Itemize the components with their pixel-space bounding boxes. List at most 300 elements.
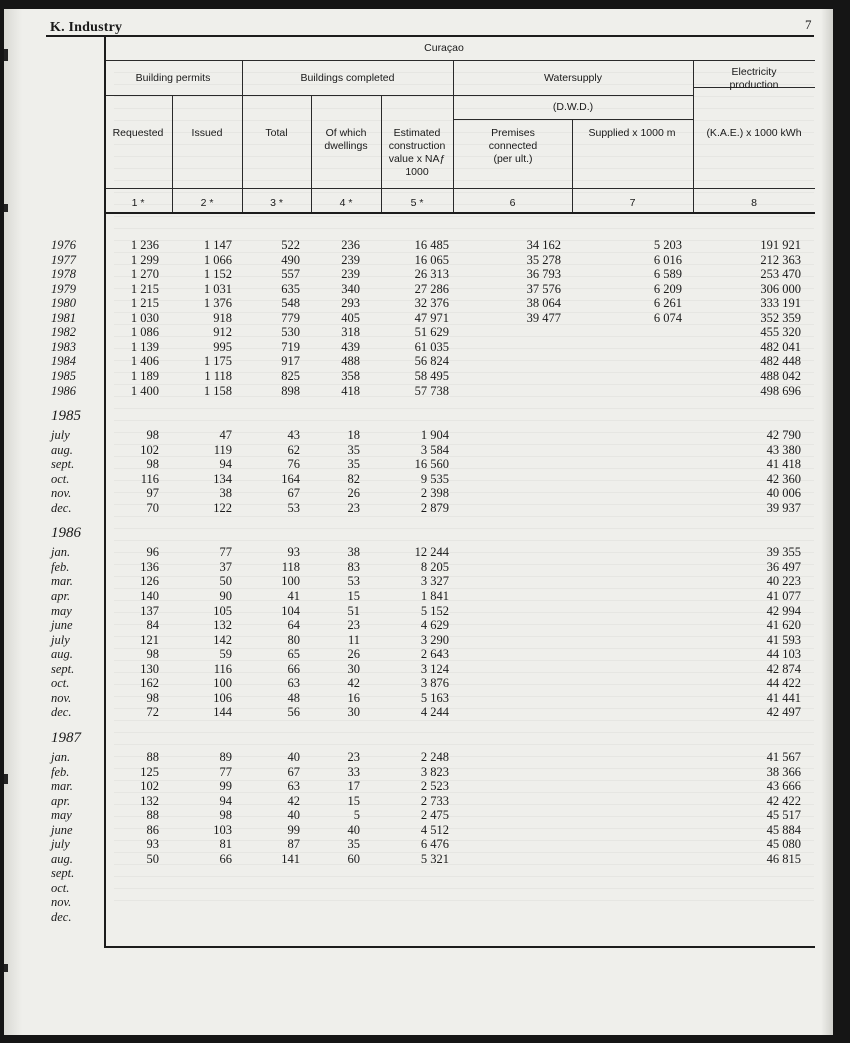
table-cell: 1 406 bbox=[130, 354, 159, 369]
table-cell: 4 244 bbox=[420, 705, 449, 720]
table-cell: 522 bbox=[281, 238, 300, 252]
row-label: may bbox=[51, 603, 72, 618]
table-cell: 41 593 bbox=[766, 632, 801, 647]
row-label: sept. bbox=[51, 457, 75, 472]
table-cell: 42 bbox=[287, 793, 300, 808]
table-cell: 2 398 bbox=[420, 486, 449, 501]
table-cell: 18 bbox=[347, 428, 360, 443]
table-cell: 16 bbox=[347, 690, 360, 705]
table-cell: 43 bbox=[287, 428, 300, 443]
column-number: 6 bbox=[509, 197, 516, 209]
table-cell: 57 738 bbox=[414, 383, 449, 398]
issued-header: Issued bbox=[191, 127, 223, 139]
col-sep bbox=[311, 95, 312, 212]
row-label: 1983 bbox=[51, 339, 76, 354]
table-cell: 23 bbox=[347, 618, 360, 633]
table-cell: 130 bbox=[140, 661, 159, 676]
table-cell: 1 189 bbox=[130, 368, 159, 383]
table-cell: 44 103 bbox=[766, 647, 801, 662]
table-cell: 38 366 bbox=[766, 764, 801, 779]
table-cell: 90 bbox=[219, 589, 232, 603]
table-cell: 76 bbox=[287, 457, 300, 472]
table-cell: 30 bbox=[347, 661, 360, 676]
page-number: 7 bbox=[805, 17, 812, 32]
table-cell: 77 bbox=[219, 764, 232, 779]
table-cell: 1 118 bbox=[204, 368, 232, 383]
table-cell: 87 bbox=[287, 837, 300, 852]
row-label: 1978 bbox=[51, 267, 76, 282]
table-cell: 1 066 bbox=[203, 252, 232, 267]
table-cell: 40 bbox=[287, 749, 300, 764]
table-cell: 98 bbox=[146, 647, 159, 662]
row-label: feb. bbox=[51, 764, 70, 779]
table-cell: 23 bbox=[347, 749, 360, 764]
table-cell: 5 321 bbox=[420, 851, 449, 866]
table-cell: 333 191 bbox=[760, 296, 801, 311]
table-cell: 42 360 bbox=[766, 471, 801, 486]
table-cell: 2 523 bbox=[420, 779, 449, 794]
table-cell: 38 064 bbox=[526, 296, 561, 311]
watersupply-header: Watersupply bbox=[544, 72, 602, 84]
row-label: aug. bbox=[51, 442, 73, 457]
table-cell: 53 bbox=[287, 500, 300, 515]
binding-mark bbox=[4, 964, 8, 972]
requested-header: Requested bbox=[112, 127, 164, 139]
table-cell: 66 bbox=[287, 661, 300, 676]
table-cell: 11 bbox=[347, 632, 360, 647]
table-cell: 53 bbox=[347, 574, 360, 589]
row-label: 1982 bbox=[51, 325, 76, 340]
table-cell: 1 086 bbox=[130, 325, 159, 340]
table-cell: 15 bbox=[347, 793, 360, 808]
total-header: Total bbox=[265, 127, 288, 139]
table-cell: 6 016 bbox=[653, 252, 682, 267]
table-cell: 47 bbox=[219, 428, 232, 443]
top-rule bbox=[46, 35, 814, 37]
column-number: 2 * bbox=[200, 197, 214, 209]
row-label: jan. bbox=[51, 545, 71, 560]
row-label: aug. bbox=[51, 851, 73, 866]
table-cell: 482 041 bbox=[760, 339, 801, 354]
row-label: aug. bbox=[51, 647, 73, 662]
table-cell: 94 bbox=[219, 793, 232, 808]
table-cell: 1 215 bbox=[130, 281, 159, 296]
year-group-label: 1987 bbox=[51, 729, 81, 746]
table-cell: 41 441 bbox=[766, 690, 801, 705]
table-cell: 1 158 bbox=[203, 383, 232, 398]
table-cell: 17 bbox=[347, 779, 360, 794]
table-cell: 136 bbox=[140, 559, 159, 574]
table-cell: 116 bbox=[140, 471, 159, 486]
table-cell: 1 904 bbox=[420, 428, 449, 443]
table-cell: 3 823 bbox=[420, 764, 449, 779]
table-cell: 41 bbox=[287, 589, 300, 603]
table-cell: 42 874 bbox=[766, 661, 801, 676]
table-cell: 530 bbox=[281, 325, 300, 340]
table-cell: 1 175 bbox=[203, 354, 232, 369]
row-label: 1977 bbox=[51, 252, 76, 267]
table-cell: 106 bbox=[213, 690, 232, 705]
table-cell: 212 363 bbox=[760, 252, 801, 267]
table-cell: 548 bbox=[281, 296, 300, 311]
table-cell: 67 bbox=[287, 764, 300, 779]
year-group-label: 1986 bbox=[51, 525, 81, 542]
row-label: dec. bbox=[51, 500, 72, 515]
table-cell: 39 477 bbox=[526, 310, 561, 325]
table-cell: 352 359 bbox=[760, 310, 801, 325]
table-cell: 98 bbox=[146, 457, 159, 472]
table-cell: 3 290 bbox=[420, 632, 449, 647]
table-cell: 164 bbox=[281, 471, 300, 486]
row-label: june bbox=[51, 822, 73, 837]
table-cell: 45 080 bbox=[766, 837, 801, 852]
row-label: dec. bbox=[51, 705, 72, 720]
table-cell: 42 497 bbox=[766, 705, 801, 720]
table-cell: 5 152 bbox=[420, 603, 449, 618]
table-cell: 1 236 bbox=[130, 238, 159, 252]
table-cell: 51 629 bbox=[414, 325, 449, 340]
table-cell: 40 223 bbox=[766, 574, 801, 589]
table-cell: 42 790 bbox=[766, 428, 801, 443]
table-cell: 26 bbox=[347, 486, 360, 501]
table-cell: 340 bbox=[341, 281, 360, 296]
table-cell: 488 bbox=[341, 354, 360, 369]
table-cell: 455 320 bbox=[760, 325, 801, 340]
column-number: 1 * bbox=[131, 197, 145, 209]
table-cell: 2 879 bbox=[420, 500, 449, 515]
binding-mark bbox=[4, 774, 8, 784]
table-cell: 83 bbox=[347, 559, 360, 574]
table-cell: 50 bbox=[146, 851, 159, 866]
table-cell: 27 286 bbox=[414, 281, 449, 296]
table-cell: 77 bbox=[219, 545, 232, 560]
row-label: july bbox=[51, 837, 70, 852]
row-label: nov. bbox=[51, 690, 72, 705]
table-cell: 490 bbox=[281, 252, 300, 267]
col-sep bbox=[172, 95, 173, 212]
table-cell: 61 035 bbox=[414, 339, 449, 354]
table-cell: 6 261 bbox=[653, 296, 682, 311]
table-cell: 50 bbox=[219, 574, 232, 589]
table-cell: 58 495 bbox=[414, 368, 449, 383]
table-cell: 100 bbox=[281, 574, 300, 589]
col-sep bbox=[693, 60, 694, 212]
table-cell: 103 bbox=[213, 822, 232, 837]
binding-mark bbox=[4, 204, 8, 212]
table-cell: 40 bbox=[347, 822, 360, 837]
row-label: apr. bbox=[51, 589, 71, 603]
table-cell: 40 bbox=[287, 808, 300, 823]
table-cell: 1 139 bbox=[130, 339, 159, 354]
table-cell: 2 248 bbox=[420, 749, 449, 764]
table-cell: 239 bbox=[341, 267, 360, 282]
row-label: 1986 bbox=[51, 383, 76, 398]
region-rule bbox=[104, 60, 815, 61]
table-cell: 116 bbox=[213, 661, 232, 676]
section-title: K. Industry bbox=[50, 20, 123, 35]
table-cell: 86 bbox=[146, 822, 159, 837]
table-cell: 38 bbox=[219, 486, 232, 501]
table-cell: 41 620 bbox=[766, 618, 801, 633]
table-cell: 32 376 bbox=[414, 296, 449, 311]
table-cell: 482 448 bbox=[760, 354, 801, 369]
table-cell: 37 bbox=[219, 559, 232, 574]
row-label: 1976 bbox=[51, 238, 76, 252]
electricity-header: Electricity production bbox=[729, 66, 779, 91]
table-cell: 66 bbox=[219, 851, 232, 866]
dwd-header: (D.W.D.) bbox=[552, 101, 594, 113]
table-cell: 26 bbox=[347, 647, 360, 662]
table-cell: 93 bbox=[287, 545, 300, 560]
table-cell: 37 576 bbox=[526, 281, 561, 296]
table-cell: 33 bbox=[347, 764, 360, 779]
buildings-completed-header: Buildings completed bbox=[300, 72, 395, 84]
table-cell: 98 bbox=[146, 428, 159, 443]
table-cell: 141 bbox=[281, 851, 300, 866]
table-cell: 1 270 bbox=[130, 267, 159, 282]
row-label: july bbox=[51, 428, 70, 443]
table-cell: 43 380 bbox=[766, 442, 801, 457]
row-label: jan. bbox=[51, 749, 71, 764]
row-label: 1980 bbox=[51, 296, 76, 311]
table-cell: 34 162 bbox=[526, 238, 561, 252]
table-cell: 41 418 bbox=[766, 457, 801, 472]
table-cell: 293 bbox=[341, 296, 360, 311]
table-cell: 635 bbox=[281, 281, 300, 296]
page-edge-shadow-left bbox=[4, 9, 22, 1035]
table-cell: 70 bbox=[146, 500, 159, 515]
table-cell: 557 bbox=[281, 267, 300, 282]
table-cell: 439 bbox=[341, 339, 360, 354]
table-cell: 40 006 bbox=[766, 486, 801, 501]
table-cell: 102 bbox=[140, 442, 159, 457]
column-number: 3 * bbox=[270, 197, 283, 209]
table-cell: 15 bbox=[347, 589, 360, 603]
label-column-rule bbox=[104, 35, 106, 947]
table-cell: 81 bbox=[219, 837, 232, 852]
premises-header: Premises connected (per ult.) bbox=[488, 127, 538, 165]
table-cell: 35 bbox=[347, 457, 360, 472]
table-cell: 3 584 bbox=[420, 442, 449, 457]
row-label: 1985 bbox=[51, 368, 76, 383]
table-cell: 72 bbox=[146, 705, 159, 720]
table-cell: 144 bbox=[213, 705, 232, 720]
table-cell: 1 376 bbox=[203, 296, 232, 311]
row-label: oct. bbox=[51, 880, 70, 895]
table-cell: 39 937 bbox=[766, 500, 801, 515]
table-cell: 142 bbox=[213, 632, 232, 647]
table-bottom-rule bbox=[104, 946, 815, 948]
table-cell: 43 666 bbox=[766, 779, 801, 794]
table-cell: 105 bbox=[213, 603, 232, 618]
table-cell: 912 bbox=[213, 325, 232, 340]
row-label: nov. bbox=[51, 486, 72, 501]
table-cell: 41 567 bbox=[766, 749, 801, 764]
table-cell: 42 422 bbox=[766, 793, 801, 808]
row-label: nov. bbox=[51, 895, 72, 910]
table-cell: 5 203 bbox=[653, 238, 682, 252]
table-cell: 6 589 bbox=[653, 267, 682, 282]
row-label: oct. bbox=[51, 471, 70, 486]
table-cell: 56 824 bbox=[414, 354, 449, 369]
table-cell: 358 bbox=[341, 368, 360, 383]
table-cell: 80 bbox=[287, 632, 300, 647]
table-cell: 36 793 bbox=[526, 267, 561, 282]
table-cell: 45 884 bbox=[766, 822, 801, 837]
table-cell: 121 bbox=[140, 632, 159, 647]
table-cell: 2 475 bbox=[420, 808, 449, 823]
table-cell: 132 bbox=[213, 618, 232, 633]
table-cell: 100 bbox=[213, 676, 232, 691]
row-label: july bbox=[51, 632, 70, 647]
table-cell: 59 bbox=[219, 647, 232, 662]
table-cell: 44 422 bbox=[766, 676, 801, 691]
binding-mark bbox=[4, 49, 8, 61]
table-cell: 48 bbox=[287, 690, 300, 705]
table-cell: 46 815 bbox=[766, 851, 801, 866]
table-cell: 1 147 bbox=[203, 238, 232, 252]
table-cell: 12 244 bbox=[414, 545, 449, 560]
row-label: 1984 bbox=[51, 354, 76, 369]
table-cell: 16 485 bbox=[414, 238, 449, 252]
table-cell: 38 bbox=[347, 545, 360, 560]
table-cell: 3 124 bbox=[420, 661, 449, 676]
table-cell: 16 560 bbox=[414, 457, 449, 472]
table-cell: 137 bbox=[140, 603, 159, 618]
row-label: apr. bbox=[51, 793, 71, 808]
table-cell: 84 bbox=[146, 618, 159, 633]
construction-value-header: Estimated construction value x NAƒ 1000 bbox=[388, 127, 446, 178]
row-label: sept. bbox=[51, 866, 75, 881]
document-page bbox=[4, 9, 833, 1035]
table-cell: 191 921 bbox=[760, 238, 801, 252]
table-cell: 63 bbox=[287, 676, 300, 691]
table-cell: 5 163 bbox=[420, 690, 449, 705]
table-cell: 96 bbox=[146, 545, 159, 560]
table-cell: 1 841 bbox=[420, 589, 449, 603]
table-cell: 62 bbox=[287, 442, 300, 457]
table-cell: 35 278 bbox=[526, 252, 561, 267]
electricity-unit-header: (K.A.E.) x 1000 kWh bbox=[706, 127, 802, 139]
row-label: 1979 bbox=[51, 281, 76, 296]
table-cell: 122 bbox=[213, 500, 232, 515]
table-cell: 45 517 bbox=[766, 808, 801, 823]
table-cell: 162 bbox=[140, 676, 159, 691]
table-cell: 1 152 bbox=[203, 267, 232, 282]
table-cell: 995 bbox=[213, 339, 232, 354]
table-cell: 918 bbox=[213, 310, 232, 325]
col-sep bbox=[381, 95, 382, 212]
year-group-label: 1985 bbox=[51, 408, 81, 425]
table-cell: 2 643 bbox=[420, 647, 449, 662]
table-cell: 898 bbox=[281, 383, 300, 398]
row-label: 1981 bbox=[51, 310, 76, 325]
table-cell: 418 bbox=[341, 383, 360, 398]
building-permits-header: Building permits bbox=[135, 72, 211, 84]
table-cell: 102 bbox=[140, 779, 159, 794]
table-cell: 67 bbox=[287, 486, 300, 501]
group-rule bbox=[104, 95, 693, 96]
table-cell: 99 bbox=[219, 779, 232, 794]
table-cell: 16 065 bbox=[414, 252, 449, 267]
page-edge-shadow-right bbox=[821, 9, 833, 1035]
row-label: june bbox=[51, 618, 73, 633]
table-cell: 65 bbox=[287, 647, 300, 662]
table-cell: 30 bbox=[347, 705, 360, 720]
table-cell: 35 bbox=[347, 442, 360, 457]
table-cell: 93 bbox=[146, 837, 159, 852]
table-cell: 5 bbox=[353, 808, 360, 823]
table-cell: 140 bbox=[140, 589, 159, 603]
table-cell: 64 bbox=[287, 618, 300, 633]
table-cell: 306 000 bbox=[760, 281, 801, 296]
table-cell: 9 535 bbox=[420, 471, 449, 486]
table-cell: 825 bbox=[281, 368, 300, 383]
row-label: mar. bbox=[51, 574, 73, 589]
table-cell: 488 042 bbox=[760, 368, 801, 383]
table-cell: 1 215 bbox=[130, 296, 159, 311]
table-cell: 63 bbox=[287, 779, 300, 794]
table-cell: 89 bbox=[219, 749, 232, 764]
table-cell: 26 313 bbox=[414, 267, 449, 282]
table-cell: 39 355 bbox=[766, 545, 801, 560]
dwd-rule bbox=[453, 119, 693, 120]
table-cell: 405 bbox=[341, 310, 360, 325]
table-cell: 917 bbox=[281, 354, 300, 369]
table-cell: 6 209 bbox=[653, 281, 682, 296]
table-cell: 125 bbox=[140, 764, 159, 779]
table-cell: 1 031 bbox=[203, 281, 232, 296]
table-cell: 36 497 bbox=[766, 559, 801, 574]
table-cell: 4 629 bbox=[420, 618, 449, 633]
table-cell: 118 bbox=[281, 559, 300, 574]
table-cell: 126 bbox=[140, 574, 159, 589]
table-cell: 3 876 bbox=[420, 676, 449, 691]
table-cell: 82 bbox=[347, 471, 360, 486]
header-bottom-rule bbox=[104, 212, 815, 214]
table-cell: 42 bbox=[347, 676, 360, 691]
table-cell: 498 696 bbox=[760, 383, 801, 398]
table-cell: 98 bbox=[219, 808, 232, 823]
table-cell: 239 bbox=[341, 252, 360, 267]
column-number: 8 bbox=[751, 197, 757, 209]
row-label: dec. bbox=[51, 910, 72, 924]
table-cell: 88 bbox=[146, 808, 159, 823]
table-cell: 99 bbox=[287, 822, 300, 837]
table-cell: 97 bbox=[146, 486, 159, 501]
row-label: feb. bbox=[51, 559, 70, 574]
region-header: Curaçao bbox=[424, 42, 464, 54]
table-cell: 3 327 bbox=[420, 574, 449, 589]
table-cell: 104 bbox=[281, 603, 300, 618]
table-cell: 1 299 bbox=[130, 252, 159, 267]
column-number: 7 bbox=[629, 197, 636, 209]
table-cell: 132 bbox=[140, 793, 159, 808]
table-cell: 1 400 bbox=[130, 383, 159, 398]
table-cell: 4 512 bbox=[420, 822, 449, 837]
column-number: 5 * bbox=[410, 197, 424, 209]
table-cell: 88 bbox=[146, 749, 159, 764]
table-cell: 42 994 bbox=[766, 603, 801, 618]
table-cell: 51 bbox=[347, 603, 360, 618]
table-cell: 779 bbox=[281, 310, 300, 325]
table-cell: 719 bbox=[281, 339, 300, 354]
table-cell: 6 074 bbox=[653, 310, 682, 325]
row-label: may bbox=[51, 808, 72, 823]
table-cell: 47 971 bbox=[414, 310, 449, 325]
row-label: mar. bbox=[51, 779, 73, 794]
colnum-top-rule bbox=[104, 188, 815, 189]
